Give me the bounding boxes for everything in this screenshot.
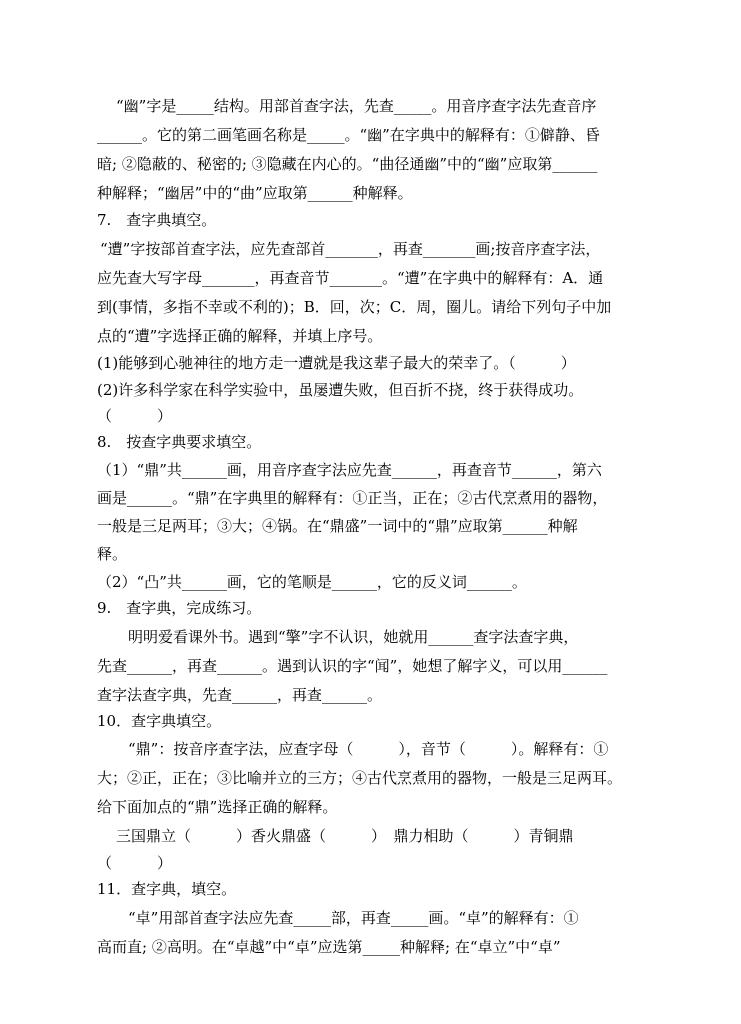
text-line: （1）“鼎”共______画，用音序查字法应先查______，再查音节______，第六	[97, 461, 602, 479]
text-line: 释。	[97, 545, 128, 563]
text-line: 给下面加点的“鼎”选择正确的解释。	[97, 798, 338, 816]
text-line: 明明爱看课外书。遇到“擎”字不认识，她就用______查字法查字典，	[128, 628, 579, 646]
text-line: 先查______，再查______。遇到认识的字“闻”，她想了解字义，可以用______	[97, 657, 608, 675]
text-line: “卓”用部首查字法应先查_____部，再查_____画。“卓”的解释有：①	[128, 909, 579, 927]
section-heading: 8. 按查字典要求填空。	[97, 433, 262, 451]
text-line: (1)能够到心驰神往的地方走一遭就是我这辈子最大的荣幸了。（ ）	[97, 354, 576, 372]
answer-blank: （ ）	[97, 407, 173, 425]
text-line: (2)许多科学家在科学实验中，虽屡遭失败，但百折不挠，终于获得成功。	[97, 381, 584, 399]
text-line: 种解释；“幽居”中的“曲”应取第______种解释。	[97, 184, 413, 202]
text-line: 查字法查字典，先查______，再查______。	[97, 686, 383, 704]
text-line: “幽”字是_____结构。用部首查字法，先查_____。用音序查字法先查音序	[116, 97, 597, 115]
text-line: “鼎”：按音序查字法，应查字母（ ），音节（ ）。解释有：①	[128, 740, 609, 758]
text-line: 暗; ②隐蔽的、秘密的; ③隐藏在内心的。“曲径通幽”中的“幽”应取第______	[97, 155, 598, 173]
text-line: 点的“遭”字选择正确的解释，并填上序号。	[97, 327, 383, 345]
text-line: （2）“凸”共______画，它的笔顺是______，它的反义词______。	[97, 573, 527, 591]
section-heading: 9. 查字典，完成练习。	[97, 599, 262, 617]
text-line: 到(事情，多指不幸或不利的)；B．回，次；C．周，圈儿。请给下列句子中加	[97, 298, 612, 316]
section-heading: 11．查字典，填空。	[97, 880, 237, 898]
text-line: 应先查大写字母_______，再查音节_______。“遭”在字典中的解释有：A．通	[97, 269, 604, 287]
text-line: 大；②正，正在；③比喻并立的三方；④古代烹煮用的器物，一般是三足两耳。	[97, 769, 623, 787]
text-line: ______。它的第二画笔画名称是_____。“幽”在字典中的解释有：①僻静、昏	[97, 126, 600, 144]
text-line: 三国鼎立（ ）香火鼎盛（ ） 鼎力相助（ ）青铜鼎	[116, 827, 574, 845]
text-line: 高而直; ②高明。在“卓越”中“卓”应选第_____种解释; 在“卓立”中“卓”	[97, 938, 561, 956]
text-line: “遭”字按部首查字法，应先查部首_______，再查_______画;按音序查字法，	[100, 240, 601, 258]
section-heading: 10．查字典填空。	[97, 712, 222, 730]
text-line: 一般是三足两耳；③大；④锅。在“鼎盛”一词中的“鼎”应取第______种解	[97, 517, 578, 535]
section-heading: 7. 查字典填空。	[97, 211, 217, 229]
text-line: 画是______。“鼎”在字典里的解释有：①正当，正在；②古代烹煮用的器物，	[97, 489, 608, 507]
answer-blank: （ ）	[97, 854, 173, 872]
